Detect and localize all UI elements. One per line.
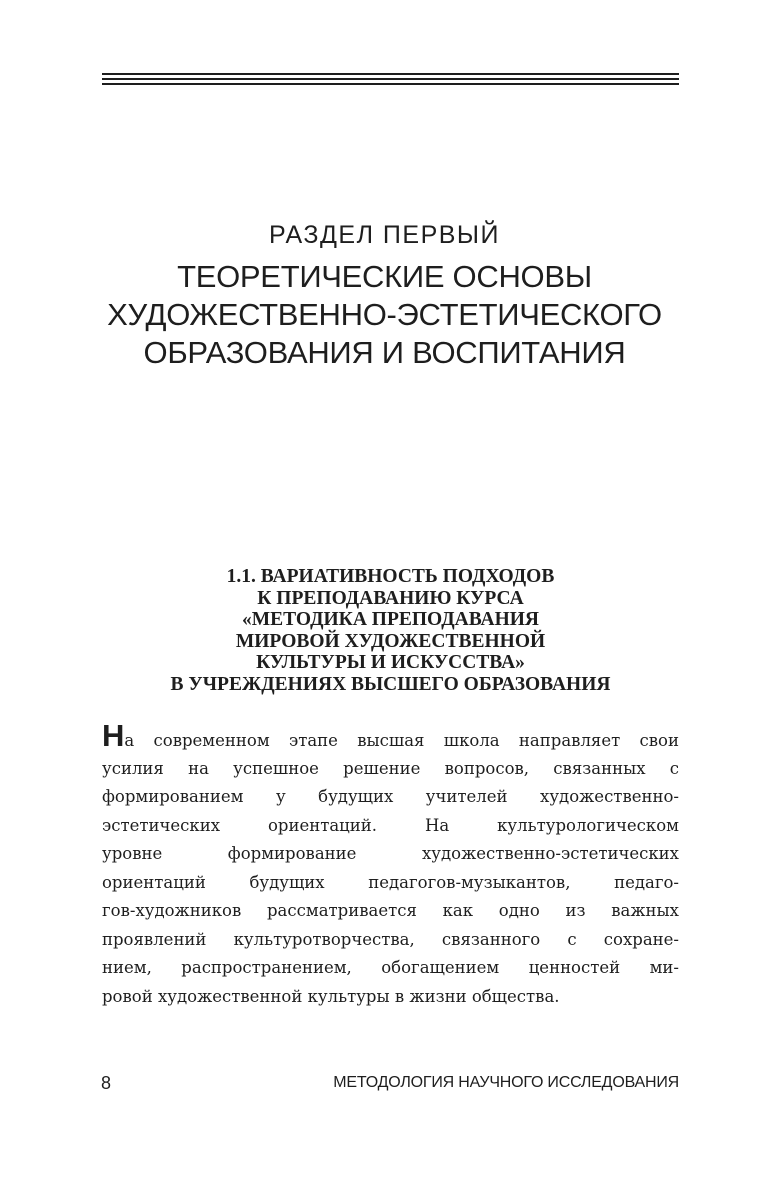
body-paragraph — [102, 718, 679, 1011]
body-line-text: а современном этапе высшая школа направляет свои — [124, 731, 679, 750]
body-line: проявлений культуротворчества, связанного с сохране- — [102, 929, 679, 949]
body-line: гов-художников рассматривается как одно из важных — [102, 901, 679, 920]
body-line: уровне формирование художественно-эстетических — [102, 844, 679, 863]
section-title — [0, 258, 769, 372]
chapter-title-line: МИРОВОЙ ХУДОЖЕСТВЕННОЙ — [235, 630, 546, 652]
header-rule — [102, 73, 679, 86]
chapter-title-line: К ПРЕПОДАВАНИЮ КУРСА — [257, 587, 524, 609]
body-line: усилия на успешное решение вопросов, связанных с — [102, 758, 679, 778]
chapter-title — [0, 566, 769, 695]
chapter-title-line: КУЛЬТУРЫ И ИСКУССТВА» — [256, 652, 525, 673]
header-rule-line — [102, 78, 679, 80]
chapter-title-line: 1.1. ВАРИАТИВНОСТЬ ПОДХОДОВ — [226, 566, 555, 587]
section-label: РАЗДЕЛ ПЕРВЫЙ — [268, 221, 501, 249]
section-title-line: ХУДОЖЕСТВЕННО-ЭСТЕТИЧЕСКОГО — [107, 297, 662, 332]
section-title-line: ОБРАЗОВАНИЯ И ВОСПИТАНИЯ — [143, 335, 626, 370]
chapter-title-line: В УЧРЕЖДЕНИЯХ ВЫСШЕГО ОБРАЗОВАНИЯ — [170, 673, 611, 695]
page-number: 8 — [101, 1073, 112, 1093]
header-rule-line — [102, 73, 679, 75]
body-line: формированием у будущих учителей художественно- — [102, 787, 679, 806]
body-line: ориентаций будущих педагогов-музыкантов, педаго- — [102, 872, 679, 892]
chapter-title-line: «МЕТОДИКА ПРЕПОДАВАНИЯ — [241, 609, 539, 630]
body-line: эстетических ориентаций. На культурологическом — [102, 815, 679, 835]
drop-cap: Н — [102, 718, 125, 753]
body-line — [102, 718, 679, 755]
section-title-line: ТЕОРЕТИЧЕСКИЕ ОСНОВЫ — [177, 259, 592, 294]
running-footer: МЕТОДОЛОГИЯ НАУЧНОГО ИССЛЕДОВАНИЯ — [333, 1074, 679, 1091]
body-line: ровой художественной культуры в жизни общества. — [102, 986, 560, 1006]
body-line: нием, распространением, обогащением ценностей ми- — [102, 958, 679, 977]
header-rule-line — [102, 83, 679, 85]
